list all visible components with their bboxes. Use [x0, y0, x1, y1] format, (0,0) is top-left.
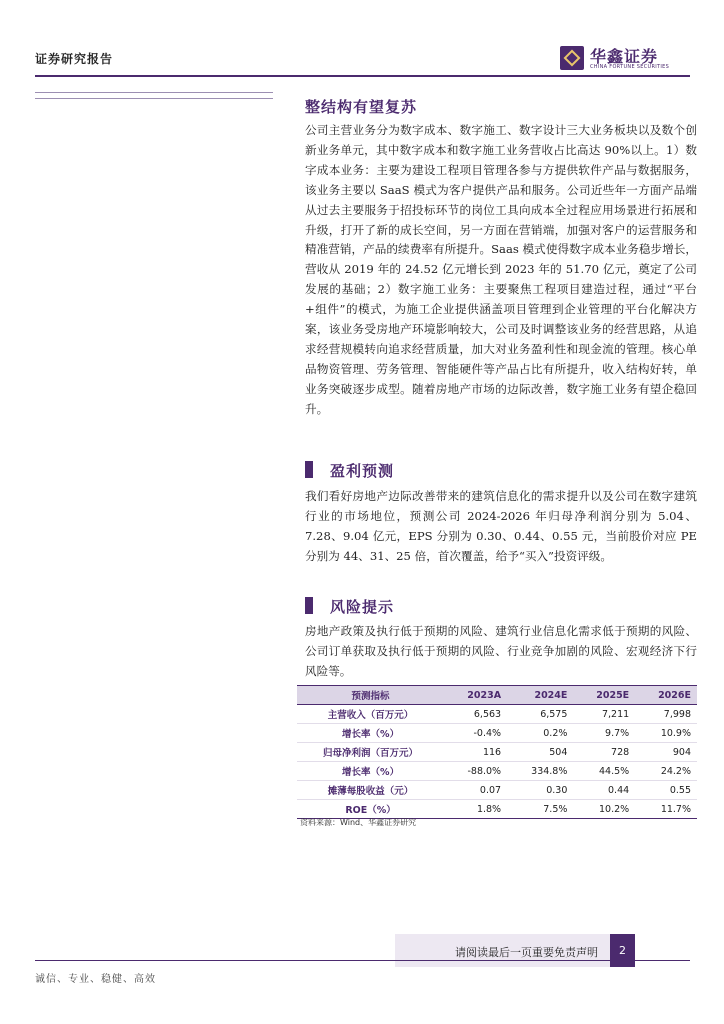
footer-divider	[35, 960, 690, 961]
table-row-label: 归母净利润（百万元）	[323, 748, 419, 759]
section-body-risk: 房地产政策及执行低于预期的风险、建筑行业信息化需求低于预期的风险、公司订单获取及执行低于预期的风险、行业竞争加剧的风险、宏观经济下行风险等。	[305, 624, 697, 678]
table-cell: 6,563	[473, 708, 502, 720]
table-header-cell: 2025E	[573, 686, 635, 705]
table-row	[297, 781, 697, 800]
table-cell: 7,211	[601, 708, 630, 720]
table-cell: 6,575	[540, 708, 568, 720]
brand-name-cn: 华鑫证券	[590, 47, 659, 66]
table-cell: 0.07	[479, 784, 502, 796]
section-heading-risk: 风险提示	[330, 598, 395, 616]
table-header-cell: 预测指标	[297, 686, 444, 705]
table-cell: -0.4%	[473, 727, 502, 739]
table-row	[297, 724, 697, 743]
table-row-label: 主营收入（百万元）	[327, 710, 414, 721]
table-row-label: 增长率（%）	[342, 729, 400, 740]
table-header-cell: 2024E	[507, 686, 573, 705]
table-header-cell: 2023A	[444, 686, 507, 705]
page-number: 2	[610, 934, 635, 967]
section-body-structure: 公司主营业务分为数字成本、数字施工、数字设计三大业务板块以及数个创新业务单元，其中数字成本和数字施工业务营收占比高达 90%以上。1）数字成本业务：主要为建设工程项目管理各参与方提供软件产品与数据服务，该业务主要以 SaaS 模式为客户提供产品和服务。公司近些年一方面产品端从过去主要服务于招投标环节的岗位工具向成本全过程应用场景进行拓展和升级，打开了新的成长空间，另一方面在营销端，加强对客户的运营服务和精准营销，产品的续费率有所提升。Saas 模式使得数字成本业务稳步增长，营收从 2019 年的 24.52 亿元增长到 2023 年的 51.70 亿元，奠定了公司发展的基础；2）数字施工业务：主要聚焦工程项目建造过程，通过“平台+组件”的模式，为施工企业提供涵盖项目管理到企业管理的平台化解决方案，该业务受房地产环境影响较大，公司及时调整该业务的经营思路，从追求经营规模转向追求经营质量，加大对业务盈利性和现金流的管理。核心单品物资管理、劳务管理、智能硬件等产品占比有所提升，收入结构好转，单业务突破逐步成型。随着房地产市场的边际改善，数字施工业务有望企稳回升。	[305, 123, 697, 416]
table-cell: 1.8%	[476, 803, 502, 815]
table-source-note: 资料来源：Wind、华鑫证券研究	[300, 818, 417, 827]
table-cell: 904	[672, 746, 691, 758]
table-row	[297, 743, 697, 762]
table-cell: 9.7%	[605, 727, 630, 739]
report-type-label: 证券研究报告	[35, 52, 114, 66]
table-row-label: 摊薄每股收益（元）	[327, 786, 414, 797]
table-cell: 0.44	[608, 784, 630, 796]
sidebar-decoration	[35, 92, 273, 104]
table-cell: 116	[482, 746, 502, 758]
section-heading-forecast: 盈利预测	[330, 462, 395, 480]
header-divider	[35, 75, 690, 77]
section-marker	[305, 461, 313, 478]
table-row	[297, 705, 697, 724]
table-cell: 334.8%	[531, 765, 568, 777]
table-cell: 11.7%	[660, 803, 691, 815]
forecast-table	[297, 685, 697, 819]
table-cell: 0.30	[546, 784, 568, 796]
table-cell: 10.2%	[598, 803, 630, 815]
table-row	[297, 762, 697, 781]
table-row-label: ROE（%）	[345, 805, 396, 816]
table-header-cell: 2026E	[635, 686, 697, 705]
table-cell: -88.0%	[467, 765, 502, 777]
table-cell: 0.55	[669, 784, 691, 796]
table-cell: 7,998	[663, 708, 691, 720]
table-cell: 728	[611, 746, 630, 758]
table-cell: 7.5%	[543, 803, 568, 815]
brand-logo-icon	[560, 46, 584, 70]
section-heading-structure: 整结构有望复苏	[305, 98, 418, 116]
brand-logo	[560, 42, 690, 74]
section-marker	[305, 597, 313, 614]
company-motto: 诚信、专业、稳健、高效	[35, 974, 156, 985]
table-header-row	[297, 686, 697, 705]
brand-name-en: CHINA FORTUNE SECURITIES	[590, 64, 670, 70]
section-body-forecast: 我们看好房地产边际改善带来的建筑信息化的需求提升以及公司在数字建筑行业的市场地位，预测公司 2024-2026 年归母净利润分别为 5.04、7.28、9.04 亿元，EPS 分别为 0.30、0.44、0.55 元，当前股价对应 PE 分别为 44、31、25 倍，首次覆盖，给予“买入”投资评级。	[305, 489, 697, 563]
table-cell: 0.2%	[543, 727, 568, 739]
table-row-label: 增长率（%）	[342, 767, 400, 778]
disclaimer-link[interactable]: 请阅读最后一页重要免责声明	[455, 946, 598, 959]
table-cell: 10.9%	[660, 727, 691, 739]
table-cell: 44.5%	[598, 765, 630, 777]
table-cell: 504	[549, 746, 568, 758]
table-row	[297, 800, 697, 819]
table-cell: 24.2%	[660, 765, 691, 777]
